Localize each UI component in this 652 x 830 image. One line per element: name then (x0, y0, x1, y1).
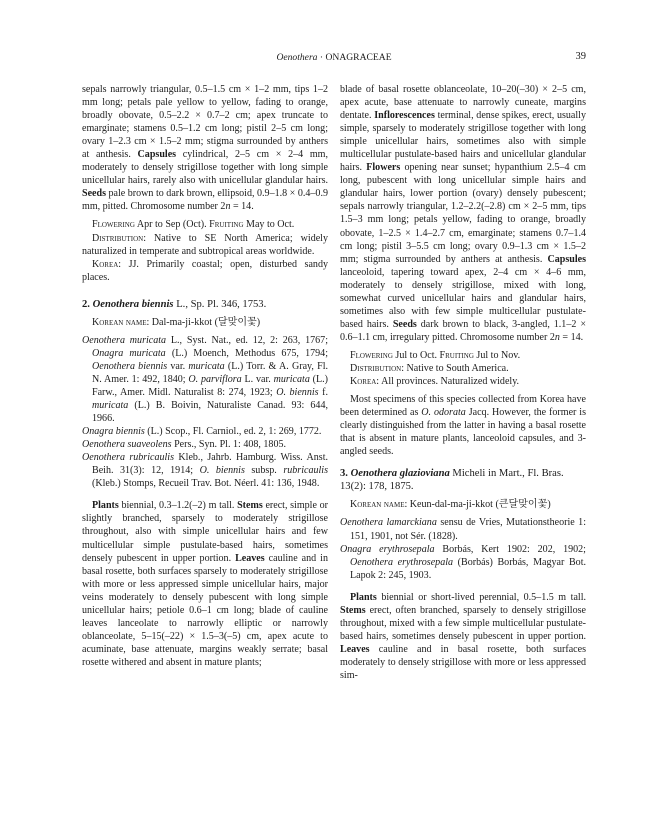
synonym-entry: Oenothera rubricaulis Kleb., Jahrb. Hamburg. Wiss. Anst. Beih. 31(3): 12, 1914; O. biennis subsp. rubricaulis (Kleb.) Stomps, Recueil Trav. Bot. Néerl. 41: 136, 1948. (82, 452, 328, 490)
distribution-line: Distribution: Native to South America. (350, 362, 509, 374)
header-genus: Oenothera (276, 52, 318, 63)
header-family: · ONAGRACEAE (317, 52, 392, 63)
note-paragraph: Most specimens of this species collected from Korea have been determined as O. odorata Jacq. However, the former is clearly distinguished from the latter in having a basal rosette that is absent in mature plants, lanceoloid capsules, and 3-angled seeds. (340, 394, 586, 458)
synonym-entry: Onagra erythrosepala Borbás, Kert 1902: 202, 1902; Oenothera erythrosepala (Borbás) Borbás, Magyar Bot. Lapok 2: 245, 1903. (340, 543, 586, 581)
species-heading: 3. Oenothera glazioviana Micheli in Mart., Fl. Bras. 13(2): 178, 1875. (340, 468, 564, 493)
phenology-line: Flowering Jul to Oct. Fruiting Jul to Nov. (350, 349, 521, 361)
right-column (340, 83, 586, 682)
synonym-entry: Oenothera muricata L., Syst. Nat., ed. 12, 2: 263, 1767; Onagra muricata (L.) Moench, Methodus 675, 1794; Oenothera biennis var. muricata (L.) Torr. & A. Gray, Fl. N. Amer. 1: 492, 1840; O. parviflora L. var. muricata (L.) Farw., Amer. Midl. Naturalist 8: 274, 1923; O. biennis f. muricata (L.) B. Boivin, Naturaliste Canad. 93: 644, 1966. (82, 334, 328, 425)
korea-line: Korea: JJ. Primarily coastal; open, disturbed sandy places. (82, 258, 328, 283)
plant-description: Plants biennial or short-lived perennial, 0.5–1.5 m tall. Stems erect, often branched, sparsely to densely strigillose throughout, mixed with a few simple multicellular pustulate-based hairs, sometimes densely pubescent in upper portion. Leaves cauline and in basal rosette, both surfaces moderately to densely strigillose with more or less appressed sim- (340, 591, 586, 681)
phenology-line: Flowering Apr to Sep (Oct). Fruiting May to Oct. (92, 219, 295, 231)
korean-name-line: Korean name: Keun-dal-ma-ji-kkot (큰달맞이꽃) (350, 499, 551, 511)
species-heading: 2. Oenothera biennis L., Sp. Pl. 346, 1753. (82, 298, 267, 310)
synonym-entry: Oenothera suaveolens Pers., Syn. Pl. 1: 408, 1805. (82, 439, 287, 451)
page-number: 39 (575, 51, 586, 62)
synonym-entry: Onagra biennis (L.) Scop., Fl. Carniol., ed. 2, 1: 269, 1772. (82, 426, 322, 438)
description-paragraph: sepals narrowly triangular, 0.5–1.5 cm × 1–2 mm, tips 1–2 mm long; petals pale yellow to yellow, fading to orange, broadly obovate, 0.5–2.2 × 0.7–2 cm; apex truncate to emarginate; stamens 0.5–1.2 cm long; pistil 2–5 cm long; ovary 1–2.3 cm × 1.5–2 mm; stigma surrounded by anthers at anthesis. Capsules cylindrical, 2–5 cm × 2–4 mm, moderately to densely strigillose together with long simple unicellular hairs, rarely also with unicellular glandular hairs. Seeds pale brown to dark brown, ellipsoid, 0.9–1.8 × 0.4–0.9 mm, pitted. Chromosome number 2n = 14. (82, 84, 329, 213)
plant-description: Plants biennial, 0.3–1.2(–2) m tall. Stems erect, simple or slightly branched, sparsely to moderately strigillose throughout, also with simple unicellular hairs and few multicellular simple pustulate-based hairs, sometimes densely pubescent in upper portion. Leaves cauline and in basal rosette, both surfaces sparsely to moderately strigillose with more or less appressed simple unicellular hairs, major veins moderately to densely pubescent with long simple unicellular hairs; petiole 0.6–1 cm long; blade of cauline leaves lanceolate to narrowly elliptic or narrowly oblanceolate, 5–15(–22) × 1.5–3(–5) cm, apex acute to acuminate, base attenuate, margins weakly serrate; basal rosette withered and absent in mature plants; (82, 500, 328, 668)
description-paragraph: blade of basal rosette oblanceolate, 10–20(–30) × 2–5 cm, apex acute, base attenuate to narrowly cuneate, margins dentate. Inflorescences terminal, dense spikes, erect, usually simple, sparsely to moderately strigillose together with long simple unicellular hairs, sometimes also with simple multicellular pustulate-based hairs and unicellular glandular hairs. Flowers opening near sunset; hypanthium 2.5–4 cm long, pubescent with long unicellular simple hairs and glandular hairs, lower portion (ovary) densely pubescent; sepals narrowly triangular, 1.2–2.2(–2.8) cm × 2–5 mm, tips 1.5–3 mm long; petals yellow, fading to orange, broadly obovate, 1–2.5 × 1.4–2.7 cm, emarginate; stamens 0.7–1.4 cm long; pistil 3–5.5 cm long; ovary 0.9–1.3 cm × 1.5–2 mm; stigma surrounded by anthers at anthesis. Capsules lanceoloid, tapering toward apex, 2–4 cm × 4–6 mm, moderately to densely strigillose, mixed with long, somewhat curved unicellular hairs and glandular hairs, sometimes also with few simple multicellular pustulate-based hairs. Seeds dark brown to black, 3-angled, 1.1–2 × 0.6–1.1 cm, irregulary pitted. Chromosome number 2n = 14. (340, 84, 586, 343)
korean-name-line: Korean name: Dal-ma-ji-kkot (달맞이꽃) (92, 316, 261, 328)
running-title (82, 52, 586, 63)
synonym-entry: Oenothera lamarckiana sensu de Vries, Mutationstheorie 1: 151, 1901, not Sér. (1828). (340, 517, 586, 542)
running-header (82, 52, 586, 66)
distribution-line: Distribution: Native to SE North America; widely naturalized in temperate and subtropical areas worldwide. (82, 232, 328, 257)
korea-line: Korea: All provinces. Naturalized widely. (350, 376, 520, 388)
left-column (82, 83, 328, 669)
